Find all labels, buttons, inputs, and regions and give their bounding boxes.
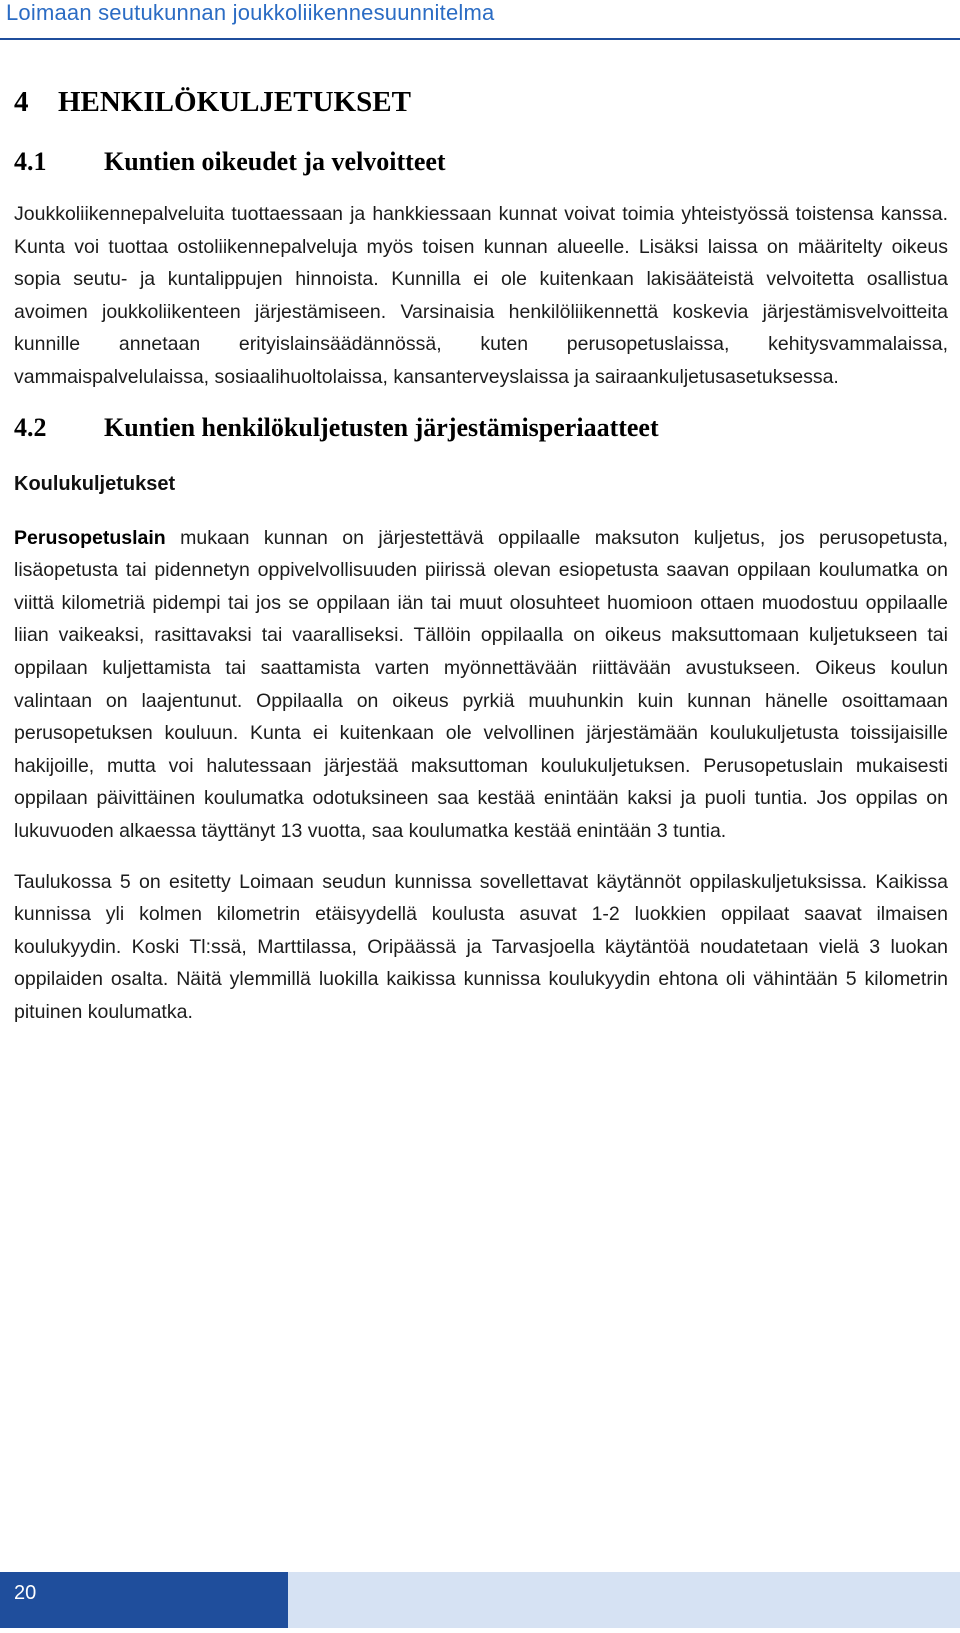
bold-lead-term: Perusopetuslain <box>14 526 166 549</box>
paragraph-taulukko-5: Taulukossa 5 on esitetty Loimaan seudun kunnissa sovellettavat käytännöt oppilaskuljetuksissa. Kaikissa kunnissa yli kolmen kilometrin etäisyydellä koulusta asuvat 1-2 luokkien oppilaat saavat ilmaisen koulukyydin. Koski Tl:ssä, Marttilassa, Oripäässä ja Tarvasjoella käytäntöä noudatetaan vielä 3 luokan oppilaiden osalta. Näitä ylemmillä luokilla kaikissa kunnissa koulukyydin ehtona oli vähintään 5 kilometrin pituinen koulumatka. <box>14 870 948 1023</box>
section-heading-4-2 <box>14 408 948 448</box>
document-title: Loimaan seutukunnan joukkoliikennesuunnitelma <box>6 0 495 25</box>
footer-bar-light <box>288 1572 960 1628</box>
subheading-koulukuljetukset: Koulukuljetukset <box>14 472 176 495</box>
chapter-title: HENKILÖKULJETUKSET <box>58 86 411 118</box>
chapter-heading <box>14 80 948 125</box>
section-number: 4.1 <box>14 147 47 176</box>
section-title: Kuntien henkilökuljetusten järjestämisperiaatteet <box>104 412 659 442</box>
chapter-number: 4 <box>14 86 29 118</box>
section-title: Kuntien oikeudet ja velvoitteet <box>104 147 446 176</box>
section-heading-4-1 <box>14 141 948 183</box>
paragraph-body: mukaan kunnan on järjestettävä oppilaalle maksuton kuljetus, jos perusopetusta, lisäopetusta tai pidennetyn oppivelvollisuuden piirissä olevan esiopetusta saavan oppilaan koulumatka on viittä kilometriä pidempi tai jos se oppilaan iän tai muut olosuhteet huomioon ottaen muodostuu oppilaalle liian vaikeaksi, rasittavaksi tai vaaralliseksi. Tällöin oppilaalla on oikeus maksuttomaan kuljetukseen tai oppilaan kuljettamista tai saattamista varten myönnettävään riittävään avustukseen. Oikeus koulun valintaan on laajentunut. Oppilaalla on oikeus pyrkiä muuhunkin kuin kunnan hänelle osoittamaan perusopetuksen kouluun. Kunta ei kuitenkaan ole velvollinen järjestämään koulukuljetusta toissijaisille hakijoille, mutta voi halutessaan järjestää maksuttoman koulukuljetuksen. Perusopetuslain mukaisesti oppilaan päivittäinen koulumatka odotuksineen saa kestää enintään kaksi ja puoli tuntia. Jos oppilas on lukuvuoden alkaessa täyttänyt 13 vuotta, saa koulumatka kestää enintään 3 tuntia. <box>14 526 948 842</box>
page-number: 20 <box>14 1582 37 1604</box>
paragraph-kuntien-oikeudet: Joukkoliikennepalveluita tuottaessaan ja hankkiessaan kunnat voivat toimia yhteistyössä toistensa kanssa. Kunta voi tuottaa ostoliikennepalveluja myös toisen kunnan alueelle. Lisäksi laissa on määritelty oikeus sopia seutu- ja kuntalippujen hinnoista. Kunnilla ei ole kuitenkaan lakisääteistä velvoitetta osallistua avoimen joukkoliikenteen järjestämiseen. Varsinaisia henkilöliikennettä koskevia järjestämisvelvoitteita kunnille annetaan erityislainsäädännössä, kuten perusopetuslaissa, kehitysvammalaissa, vammaispalvelulaissa, sosiaalihuoltolaissa, kansanterveyslaissa ja sairaankuljetusasetuksessa. <box>14 203 948 388</box>
section-number: 4.2 <box>14 412 47 442</box>
paragraph-perusopetuslaki <box>14 522 948 848</box>
page-footer <box>0 1572 960 1628</box>
running-header <box>0 0 960 40</box>
footer-bar-dark <box>0 1572 288 1628</box>
page-content <box>14 80 948 1028</box>
